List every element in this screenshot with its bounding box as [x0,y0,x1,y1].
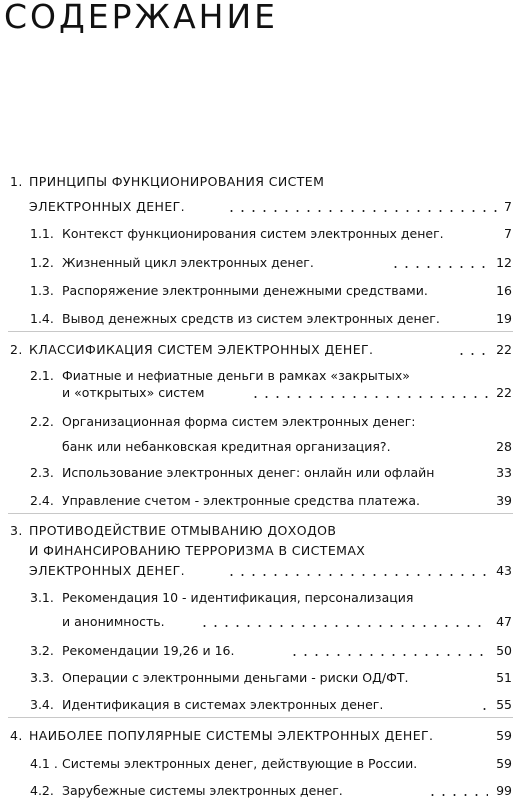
toc-line [0,754,519,776]
toc-title: Управление счетом - электронные средства платежа. [62,493,420,508]
toc-number: 1.3. [30,283,54,298]
toc-title: ЭЛЕКТРОННЫХ ДЕНЕГ. [29,199,186,214]
toc-number: 4.1 . [30,756,58,771]
section-divider [8,717,513,718]
dot-leader [390,266,487,268]
toc-number: 1.2. [30,255,54,270]
toc-number: 2. [10,342,23,357]
toc-number: 1.4. [30,311,54,326]
toc-title: Идентификация в системах электронных денег. [62,697,384,712]
toc-title: Фиатные и нефиатные деньги в рамках «закрытых» [62,368,410,383]
toc-page-number: 7 [504,199,512,214]
toc-line [0,641,519,663]
toc-number: 1.1. [30,226,54,241]
toc-line [0,695,519,717]
toc-title: банк или небанковская кредитная организация?. [62,439,391,454]
dot-leader [226,210,498,212]
toc-title: Системы электронных денег, действующие в России. [62,756,418,771]
toc-page-number: 22 [496,342,512,357]
toc-page-number: 59 [496,728,512,743]
toc-title: Жизненный цикл электронных денег. [62,255,314,270]
toc-line [0,521,519,543]
toc-title: и анонимность. [62,614,165,629]
toc-title: Распоряжение электронными денежными средствами. [62,283,428,298]
toc-number: 3.1. [30,590,54,605]
toc-title: Использование электронных денег: онлайн или офлайн [62,465,435,480]
toc-line [0,541,519,563]
toc-line [0,412,519,434]
toc-number: 2.1. [30,368,54,383]
toc-title: Рекомендация 10 - идентификация, персонализация [62,590,414,605]
dot-leader [456,353,488,355]
toc-number: 4. [10,728,23,743]
toc-line [0,726,519,748]
toc-title: ЭЛЕКТРОННЫХ ДЕНЕГ. [29,563,186,578]
toc-title: ПРИНЦИПЫ ФУНКЦИОНИРОВАНИЯ СИСТЕМ [29,174,325,189]
toc-title: Операции с электронными деньгами - риски ОД/ФТ. [62,670,409,685]
toc-line [0,437,519,459]
toc-line [0,561,519,583]
toc-line [0,491,519,513]
dot-leader [250,396,487,398]
dot-leader [226,574,488,576]
toc-line [0,463,519,485]
toc-title: Вывод денежных средств из систем электронных денег. [62,311,440,326]
toc-page-number: 7 [504,226,512,241]
toc-line [0,172,519,194]
toc-page-number: 16 [496,283,512,298]
page-title: СОДЕРЖАНИЕ [4,0,279,36]
toc-title: Зарубежные системы электронных денег. [62,783,343,798]
toc-line [0,224,519,246]
toc-title: Контекст функционирования систем электронных денег. [62,226,444,241]
toc-title: Рекомендации 19,26 и 16. [62,643,235,658]
toc-page-number: 51 [496,670,512,685]
toc-page-number: 47 [496,614,512,629]
toc-line [0,340,519,362]
toc-line [0,668,519,690]
dot-leader [289,654,488,656]
toc-page-number: 12 [496,255,512,270]
toc-line [0,588,519,610]
toc-line [0,253,519,275]
toc-number: 4.2. [30,783,54,798]
toc-title: КЛАССИФИКАЦИЯ СИСТЕМ ЭЛЕКТРОННЫХ ДЕНЕГ. [29,342,374,357]
section-divider [8,513,513,514]
toc-title: и «открытых» систем [62,385,205,400]
toc-number: 3.3. [30,670,54,685]
section-divider [8,331,513,332]
toc-line [0,197,519,219]
toc-page-number: 59 [496,756,512,771]
toc-page-number: 33 [496,465,512,480]
toc-page-number: 19 [496,311,512,326]
dot-leader [199,625,487,627]
toc-number: 3.2. [30,643,54,658]
toc-title: НАИБОЛЕЕ ПОПУЛЯРНЫЕ СИСТЕМЫ ЭЛЕКТРОННЫХ ДЕНЕГ. [29,728,434,743]
toc-number: 2.3. [30,465,54,480]
dot-leader [479,708,487,710]
toc-title: ПРОТИВОДЕЙСТВИЕ ОТМЫВАНИЮ ДОХОДОВ [29,523,337,538]
toc-number: 3. [10,523,23,538]
dot-leader [427,794,487,796]
toc-number: 1. [10,174,23,189]
toc-page-number: 28 [496,439,512,454]
toc-line [0,612,519,634]
toc-number: 3.4. [30,697,54,712]
toc-page-number: 99 [496,783,512,798]
toc-page-number: 39 [496,493,512,508]
toc-line [0,281,519,303]
toc-page-number: 22 [496,385,512,400]
toc-number: 2.2. [30,414,54,429]
toc-page-number: 43 [496,563,512,578]
toc-number: 2.4. [30,493,54,508]
toc-line [0,309,519,331]
toc-title: Организационная форма систем электронных денег: [62,414,416,429]
toc-page-number: 50 [496,643,512,658]
toc-title: И ФИНАНСИРОВАНИЮ ТЕРРОРИЗМА В СИСТЕМАХ [29,543,366,558]
toc-line [0,383,519,405]
toc-page-number: 55 [496,697,512,712]
